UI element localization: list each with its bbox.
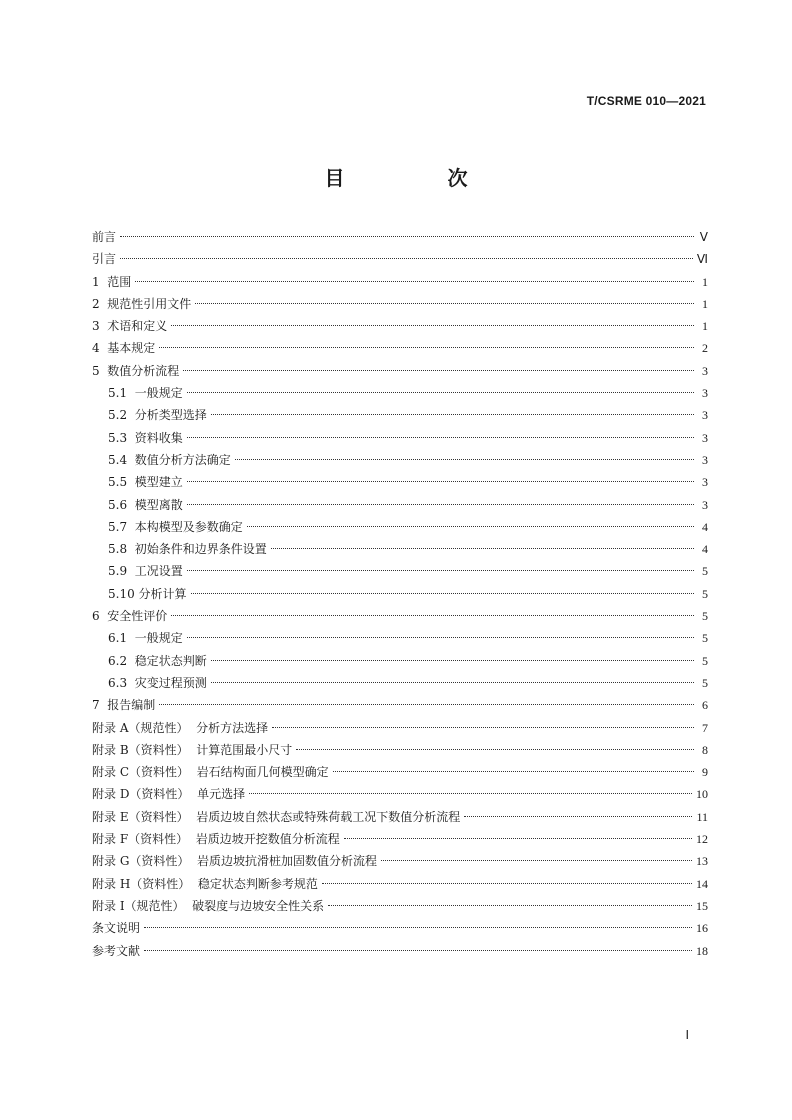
toc-leader-dots <box>381 860 692 861</box>
toc-entry-page: 13 <box>696 854 708 869</box>
toc-leader-dots <box>187 392 694 393</box>
toc-entry-page: 18 <box>696 943 708 958</box>
toc-leader-dots <box>187 437 694 438</box>
toc-entry[interactable] <box>92 404 708 426</box>
toc-entry[interactable] <box>92 627 708 649</box>
toc-leader-dots <box>272 727 694 728</box>
toc-entry[interactable] <box>92 672 708 694</box>
toc-leader-dots <box>144 927 692 928</box>
toc-entry-page: 9 <box>702 765 708 780</box>
toc-entry[interactable] <box>92 427 708 449</box>
toc-entry-label: 7 报告编制 <box>92 698 156 713</box>
toc-entry[interactable] <box>92 471 708 493</box>
toc-entry-label: 5.10 分析计算 <box>108 586 187 601</box>
toc-entry-label: 6.1 一般规定 <box>108 631 183 646</box>
toc-entry[interactable] <box>92 538 708 560</box>
toc-entry[interactable] <box>92 293 708 315</box>
toc-leader-dots <box>249 793 692 794</box>
toc-entry-page: 11 <box>696 809 708 824</box>
toc-entry-label: 6 安全性评价 <box>92 609 168 624</box>
toc-entry-page: 5 <box>702 653 708 668</box>
toc-entry-page: 3 <box>702 475 708 490</box>
toc-entry-page: 3 <box>702 363 708 378</box>
toc-entry-page: 3 <box>702 452 708 467</box>
toc-entry-label: 5.3 资料收集 <box>108 430 183 445</box>
toc-leader-dots <box>191 593 694 594</box>
toc-entry-page: 15 <box>696 898 708 913</box>
toc-entry-page: 5 <box>702 631 708 646</box>
toc-entry[interactable] <box>92 806 708 828</box>
toc-entry-page: 7 <box>702 720 708 735</box>
toc-entry-label: 附录 H（资料性） 稳定状态判断参考规范 <box>92 876 318 891</box>
toc-entry-page: 3 <box>702 386 708 401</box>
toc-entry-page: 3 <box>702 430 708 445</box>
toc-leader-dots <box>144 950 692 951</box>
toc-entry[interactable] <box>92 271 708 293</box>
toc-entry-label: 附录 B（资料性） 计算范围最小尺寸 <box>92 742 293 757</box>
toc-entry-page: 4 <box>702 542 708 557</box>
toc-leader-dots <box>187 637 694 638</box>
toc-leader-dots <box>247 526 694 527</box>
table-of-contents <box>92 226 708 962</box>
toc-entry-label: 5.5 模型建立 <box>108 475 183 490</box>
toc-entry-page: 16 <box>696 921 708 936</box>
toc-entry-label: 2 规范性引用文件 <box>92 296 192 311</box>
toc-entry-page: 5 <box>702 586 708 601</box>
toc-entry[interactable] <box>92 717 708 739</box>
toc-entry-page: 5 <box>702 609 708 624</box>
toc-entry-label: 6.3 灾变过程预测 <box>108 675 207 690</box>
toc-leader-dots <box>211 414 694 415</box>
toc-entry[interactable] <box>92 337 708 359</box>
toc-leader-dots <box>333 771 694 772</box>
toc-entry-label: 5.4 数值分析方法确定 <box>108 452 231 467</box>
toc-leader-dots <box>322 883 692 884</box>
toc-entry[interactable] <box>92 248 708 270</box>
toc-entry-label: 3 术语和定义 <box>92 319 168 334</box>
toc-entry-label: 附录 D（资料性） 单元选择 <box>92 787 246 802</box>
toc-entry[interactable] <box>92 449 708 471</box>
toc-leader-dots <box>464 816 692 817</box>
toc-entry[interactable] <box>92 873 708 895</box>
toc-entry[interactable] <box>92 917 708 939</box>
toc-leader-dots <box>211 660 694 661</box>
toc-entry-label: 附录 E（资料性） 岩质边坡自然状态或特殊荷载工况下数值分析流程 <box>92 809 461 824</box>
toc-entry[interactable] <box>92 895 708 917</box>
toc-entry-page: 3 <box>702 497 708 512</box>
toc-entry-page: Ⅴ <box>699 230 708 244</box>
toc-entry-label: 1 范围 <box>92 274 132 289</box>
toc-leader-dots <box>159 347 694 348</box>
toc-entry-page: 12 <box>696 832 708 847</box>
toc-entry-page: 10 <box>696 787 708 802</box>
toc-entry-page: 6 <box>702 698 708 713</box>
toc-leader-dots <box>211 682 694 683</box>
toc-entry-page: 3 <box>702 408 708 423</box>
toc-entry-label: 5.6 模型离散 <box>108 497 183 512</box>
toc-entry[interactable] <box>92 516 708 538</box>
toc-leader-dots <box>328 905 692 906</box>
toc-leader-dots <box>187 504 694 505</box>
toc-entry[interactable] <box>92 315 708 337</box>
toc-entry[interactable] <box>92 226 708 248</box>
toc-entry-label: 6.2 稳定状态判断 <box>108 653 207 668</box>
page-number: Ⅰ <box>685 1028 689 1042</box>
toc-entry-page: 4 <box>702 519 708 534</box>
toc-entry-label: 5.9 工况设置 <box>108 564 183 579</box>
toc-entry[interactable] <box>92 828 708 850</box>
toc-entry-label: 附录 I（规范性） 破裂度与边坡安全性关系 <box>92 898 325 913</box>
toc-entry-label: 条文说明 <box>92 921 141 936</box>
toc-entry[interactable] <box>92 850 708 872</box>
toc-leader-dots <box>344 838 692 839</box>
toc-entry-label: 附录 C（资料性） 岩石结构面几何模型确定 <box>92 765 329 780</box>
toc-leader-dots <box>183 370 694 371</box>
standard-code: T/CSRME 010—2021 <box>586 94 706 108</box>
toc-entry[interactable] <box>92 583 708 605</box>
toc-leader-dots <box>171 615 694 616</box>
toc-leader-dots <box>120 258 693 259</box>
toc-leader-dots <box>195 303 694 304</box>
toc-entry-label: 5 数值分析流程 <box>92 363 180 378</box>
toc-entry-label: 5.7 本构模型及参数确定 <box>108 519 243 534</box>
toc-entry[interactable] <box>92 382 708 404</box>
toc-entry-page: 14 <box>696 876 708 891</box>
toc-leader-dots <box>120 236 694 237</box>
toc-entry[interactable] <box>92 940 708 962</box>
toc-entry-label: 附录 G（资料性） 岩质边坡抗滑桩加固数值分析流程 <box>92 854 378 869</box>
toc-entry-label: 参考文献 <box>92 943 141 958</box>
toc-entry[interactable] <box>92 761 708 783</box>
toc-entry-page: 2 <box>702 341 708 356</box>
toc-entry-page: 5 <box>702 675 708 690</box>
toc-entry[interactable] <box>92 360 708 382</box>
toc-entry-label: 5.2 分析类型选择 <box>108 408 207 423</box>
toc-leader-dots <box>171 325 694 326</box>
toc-entry[interactable] <box>92 605 708 627</box>
toc-entry-label: 引言 <box>92 252 117 267</box>
toc-entry-page: 1 <box>702 296 708 311</box>
toc-entry-label: 附录 F（资料性） 岩质边坡开挖数值分析流程 <box>92 832 340 847</box>
toc-entry-page: Ⅵ <box>696 252 708 267</box>
toc-entry-page: 1 <box>702 319 708 334</box>
toc-leader-dots <box>235 459 694 460</box>
toc-entry-label: 5.8 初始条件和边界条件设置 <box>108 542 267 557</box>
toc-entry-page: 5 <box>702 564 708 579</box>
toc-entry[interactable] <box>92 650 708 672</box>
toc-entry-label: 前言 <box>92 230 117 244</box>
toc-entry-label: 5.1 一般规定 <box>108 386 183 401</box>
page-title: 目 次 <box>324 166 516 190</box>
toc-entry-page: 8 <box>702 742 708 757</box>
toc-leader-dots <box>187 570 694 571</box>
toc-entry[interactable] <box>92 739 708 761</box>
toc-leader-dots <box>135 281 694 282</box>
toc-entry-label: 4 基本规定 <box>92 341 156 356</box>
toc-leader-dots <box>271 548 694 549</box>
toc-entry[interactable] <box>92 494 708 516</box>
toc-leader-dots <box>296 749 694 750</box>
toc-entry-label: 附录 A（规范性） 分析方法选择 <box>92 720 269 735</box>
toc-entry-page: 1 <box>702 274 708 289</box>
toc-leader-dots <box>187 481 694 482</box>
toc-entry[interactable] <box>92 560 708 582</box>
toc-entry[interactable] <box>92 694 708 716</box>
toc-leader-dots <box>159 704 694 705</box>
toc-entry[interactable] <box>92 783 708 805</box>
